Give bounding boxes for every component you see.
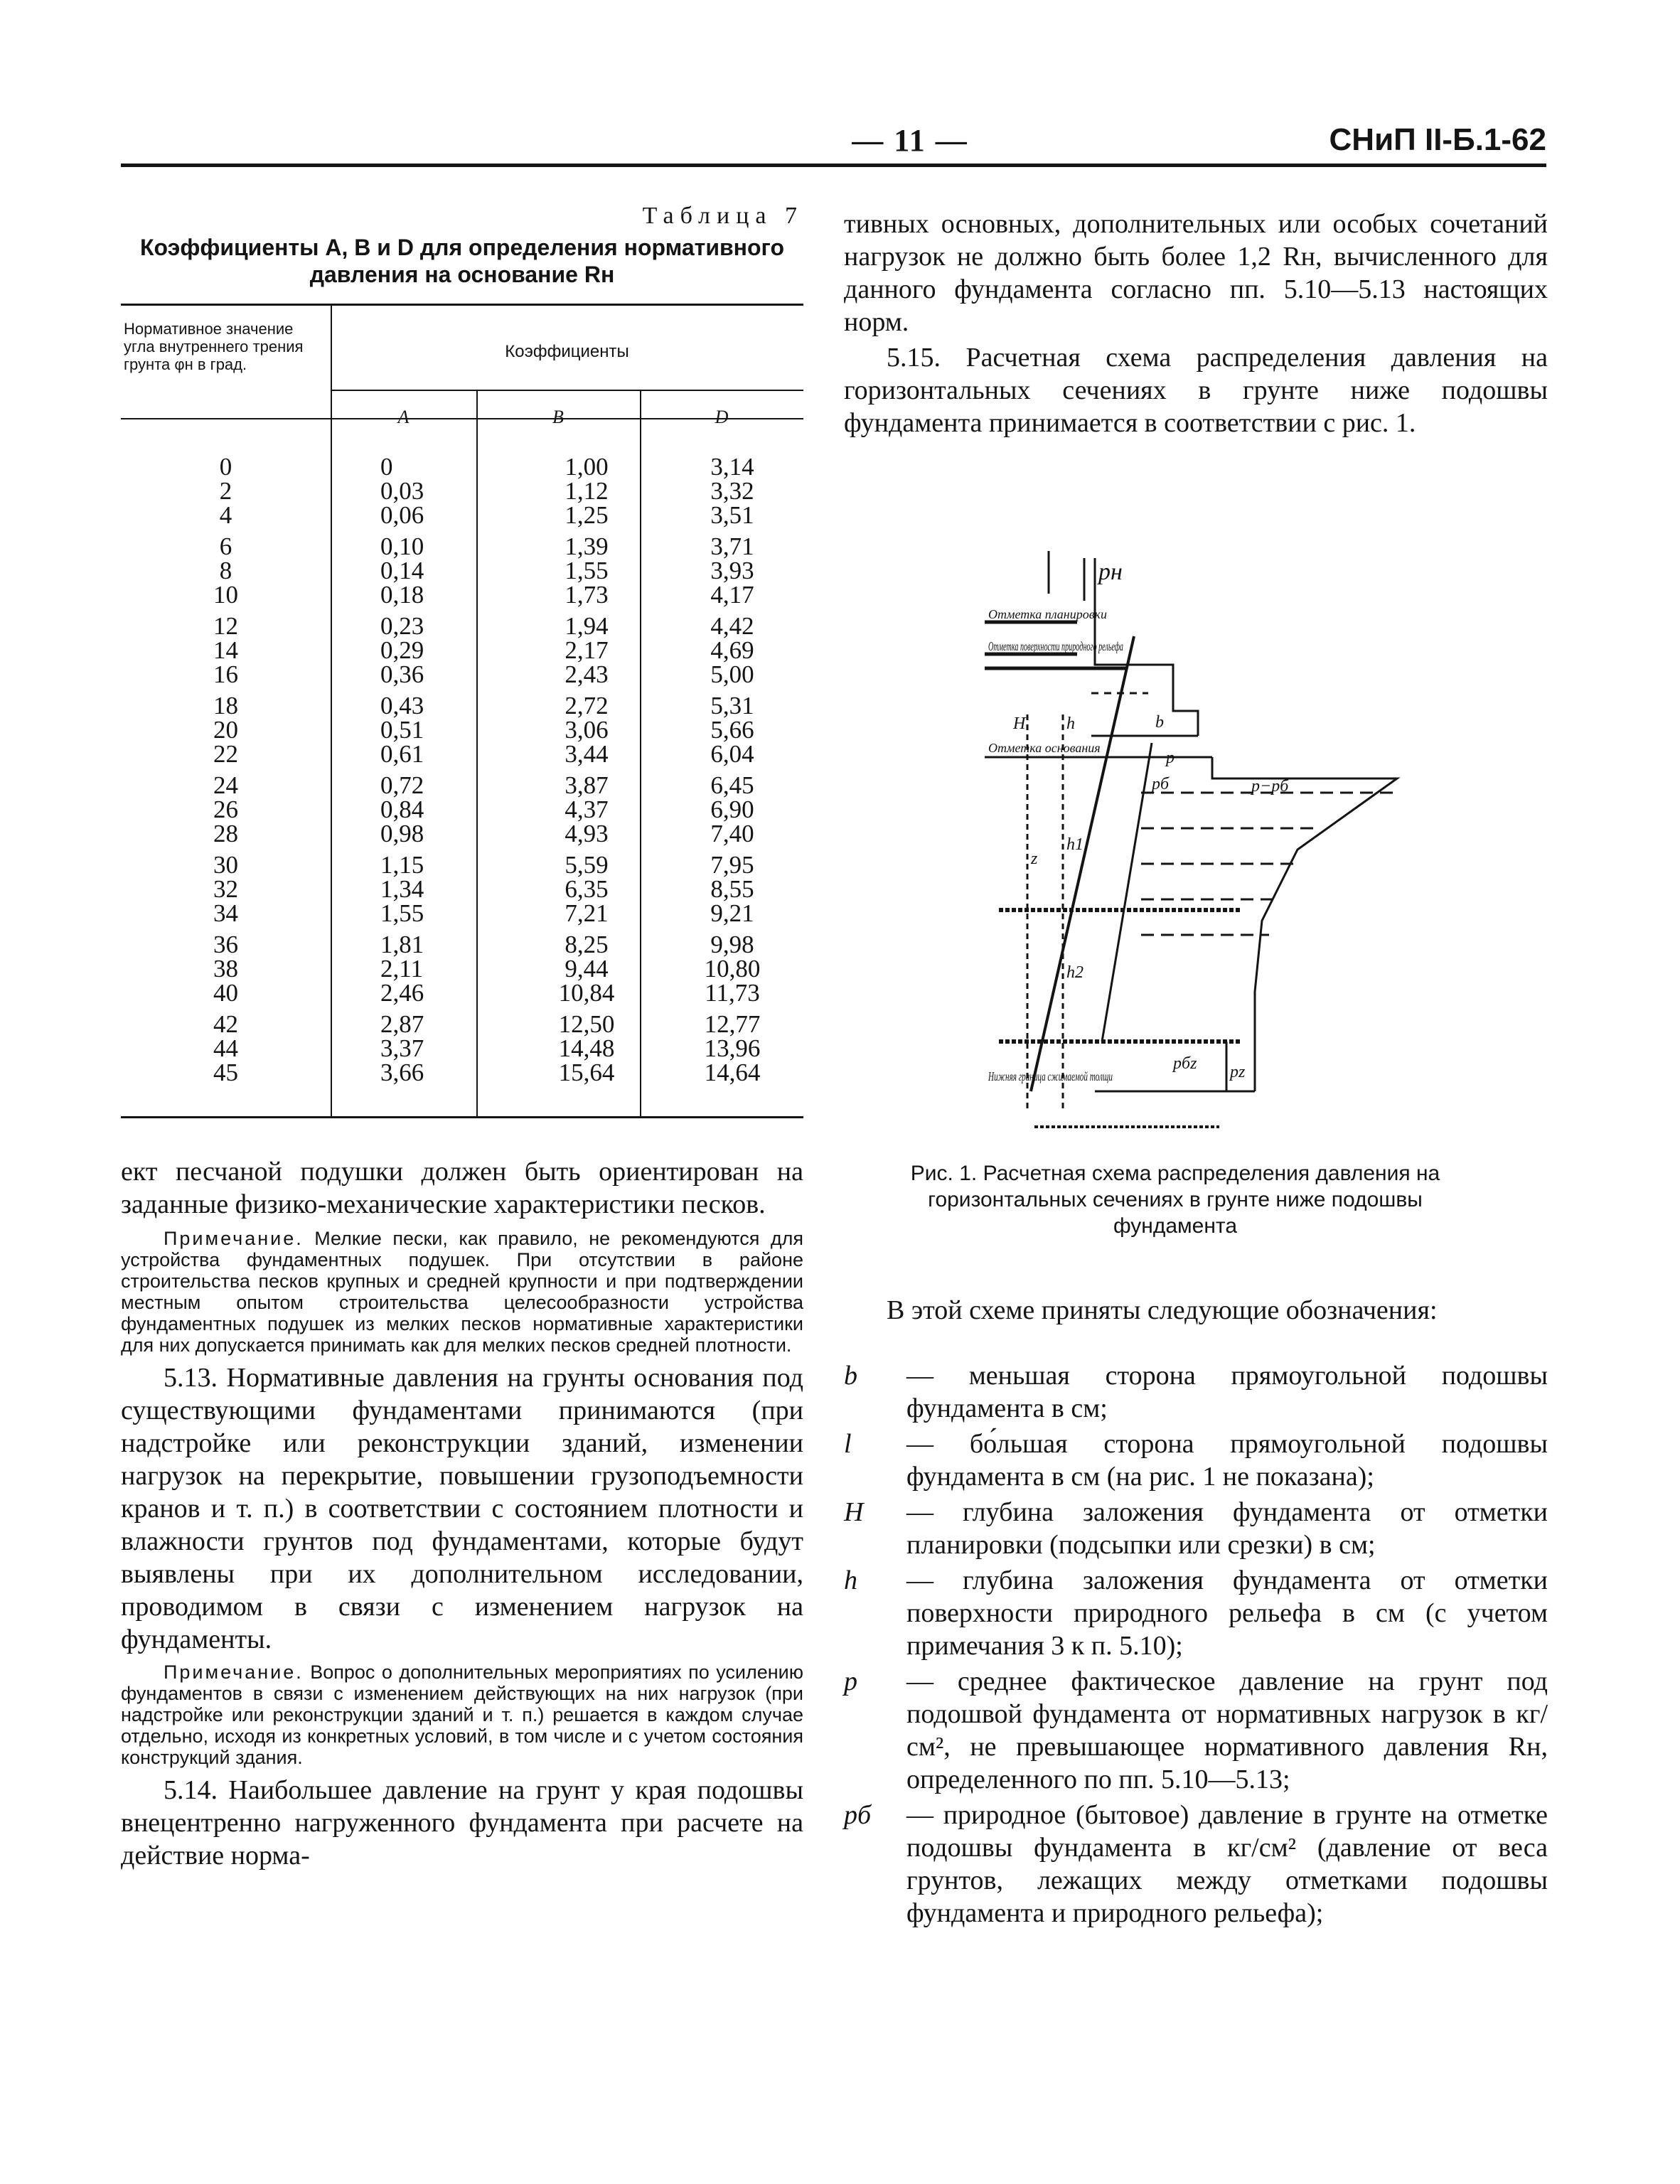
label-level-plan: Отметка планировки xyxy=(988,607,1107,621)
table-cell-a: 0,18 xyxy=(380,581,424,609)
right-column xyxy=(844,208,1548,439)
table-label: Таблица 7 xyxy=(642,203,803,229)
symbol-entry xyxy=(844,1564,1548,1662)
note-2-text: Вопрос о дополнительных мероприятиях по усилению фундаментов в связи с изменением действующих на них нагрузок (при надстройке или реконструкции зданий и т. п.) решается в каждом случае отдельно, исходя из конкретных условий, в том числе и с учетом состояния конструкций здания. xyxy=(121,1661,803,1768)
label-pn: pн xyxy=(1098,559,1123,585)
table-cell-b: 1,00 xyxy=(565,453,609,481)
table-row-group xyxy=(661,853,803,926)
table-cell-d: 8,55 xyxy=(710,875,754,903)
table-row-group xyxy=(519,933,654,1005)
table-cell-d: 7,95 xyxy=(710,851,754,879)
table-cell-a: 1,81 xyxy=(380,931,424,958)
symbol-letter: b xyxy=(844,1361,857,1391)
header-phi: Нормативное значение угла внутреннего трения грунта φн в град. xyxy=(124,320,304,373)
table-cell-a: 0,23 xyxy=(380,612,424,640)
table-cell-phi: 36 xyxy=(213,931,238,958)
table-cell-d: 3,32 xyxy=(710,477,754,505)
table-cell-d: 5,66 xyxy=(710,716,754,744)
bytovoe-line xyxy=(1031,636,1134,1091)
table-row-group xyxy=(121,532,331,609)
table-cell-d: 12,77 xyxy=(704,1010,761,1038)
table-cell-d: 3,14 xyxy=(710,453,754,481)
table-cell-phi: 8 xyxy=(219,557,232,584)
table-cell-b: 1,39 xyxy=(565,532,609,560)
label-level-base: Отметка основания xyxy=(988,741,1101,755)
table-cell-b: 10,84 xyxy=(558,979,615,1007)
table-cell-b: 2,17 xyxy=(565,636,609,664)
table-cell-a: 1,55 xyxy=(380,899,424,927)
note-1 xyxy=(121,1228,803,1356)
table-cell-phi: 20 xyxy=(213,716,238,744)
table-cell-a: 0 xyxy=(380,453,393,481)
table-row-group xyxy=(519,853,654,926)
symbol-entry xyxy=(844,1665,1548,1796)
table-cell-phi: 22 xyxy=(213,740,238,768)
paragraph-5-15: 5.15. Расчетная схема распределения давления на горизонтальных сечениях в грунте ниже подошвы фундамента принимается в соответствии с рис. 1. xyxy=(844,343,1548,438)
table-cell-b: 4,93 xyxy=(565,820,609,847)
symbol-letter: H xyxy=(844,1497,864,1527)
table-row-group xyxy=(380,614,501,687)
symbol-letter: pб xyxy=(844,1800,872,1830)
table-cell-d: 9,98 xyxy=(710,931,754,958)
table-row-group xyxy=(380,853,501,926)
header-coefficients: Коэффициенты xyxy=(505,342,629,361)
column-d xyxy=(661,455,803,1092)
table-cell-d: 4,69 xyxy=(710,636,754,664)
header-d: D xyxy=(715,407,729,427)
symbol-letter: p xyxy=(844,1666,857,1696)
label-pb: pб xyxy=(1152,775,1170,793)
table-row-group xyxy=(380,694,501,766)
table-cell-a: 0,98 xyxy=(380,820,424,847)
symbol-entry xyxy=(844,1799,1548,1929)
paragraph-continuation: тивных основных, дополнительных или особых сочетаний нагрузок не должно быть более 1,2 Rн, вычисленного для данного фундамента согласно пп. 5.10—5.13 настоящих норм. xyxy=(844,209,1548,337)
table-cell-d: 10,80 xyxy=(704,955,761,983)
table-cell-a: 0,51 xyxy=(380,716,424,744)
symbol-definition: — среднее фактическое давление на грунт под подошвой фундамента от нормативных нагрузок в кг/см², не превышающее нормативного давления Rн, определенного по пп. 5.10—5.13; xyxy=(906,1666,1548,1794)
table-cell-d: 11,73 xyxy=(705,979,760,1007)
table-caption-line2: давления на основание Rн xyxy=(309,262,615,287)
left-column xyxy=(121,203,803,1118)
paragraph-5-13: 5.13. Нормативные давления на грунты основания под существующими фундаментами принимаются (при надстройке или реконструкции зданий, изменении нагрузок на перекрытие, повышении грузоподъемности кранов и т. п.) в соответствии с состоянием плотности и влажности грунтов под фундаментами, которые будут выявлены при их дополнительном исследовании, проводимом в связи с изменением нагрузок на фундаменты. xyxy=(121,1363,803,1654)
table-row-group xyxy=(661,532,803,609)
table-cell-b: 9,44 xyxy=(565,955,609,983)
table-cell-d: 3,71 xyxy=(710,532,754,560)
label-pbz: pбz xyxy=(1173,1054,1197,1073)
table-cell-phi: 6 xyxy=(219,532,232,560)
table-cell-b: 8,25 xyxy=(565,931,609,958)
table-row-group xyxy=(121,455,331,528)
table-row-group xyxy=(380,455,501,528)
symbol-letter: h xyxy=(844,1565,857,1595)
table-cell-a: 0,10 xyxy=(380,532,424,560)
table-cell-a: 0,03 xyxy=(380,477,424,505)
symbol-entry xyxy=(844,1496,1548,1561)
table-cell-a: 0,06 xyxy=(380,501,424,529)
table-cell-d: 14,64 xyxy=(704,1059,761,1086)
left-text xyxy=(121,1155,803,1872)
table-cell-b: 1,12 xyxy=(565,477,609,505)
table-cell-phi: 40 xyxy=(213,979,238,1007)
table-cell-b: 2,43 xyxy=(565,660,609,688)
document-code: СНиП II-Б.1-62 xyxy=(1329,122,1546,157)
table-cell-a: 1,15 xyxy=(380,851,424,879)
table-cell-a: 0,14 xyxy=(380,557,424,584)
column-a xyxy=(380,455,501,1092)
label-p-minus-pb: p−pб xyxy=(1251,777,1289,796)
table-row-group xyxy=(121,614,331,687)
coefficients-table xyxy=(121,304,803,1118)
table-cell-b: 3,87 xyxy=(565,771,609,799)
header-b: B xyxy=(552,407,564,427)
table-cell-b: 3,44 xyxy=(565,740,609,768)
paragraph-5-14: 5.14. Наибольшее давление на грунт у края подошвы внецентренно нагруженного фундамента при расчете на действие норма- xyxy=(121,1775,803,1870)
table-row-group xyxy=(519,771,654,847)
table-cell-a: 0,43 xyxy=(380,692,424,719)
table-row-group xyxy=(661,455,803,528)
table-cell-a: 3,37 xyxy=(380,1034,424,1062)
page-number: — 11 — xyxy=(852,123,968,158)
symbols-list xyxy=(844,1359,1548,1932)
label-h: h xyxy=(1066,714,1075,733)
table-cell-phi: 18 xyxy=(213,692,238,719)
symbol-letter: l xyxy=(844,1429,852,1459)
table-cell-b: 12,50 xyxy=(558,1010,615,1038)
table-cell-b: 7,21 xyxy=(565,899,609,927)
label-H: H xyxy=(1013,714,1026,733)
table-cell-a: 0,84 xyxy=(380,796,424,823)
note-2-label: Примечание. xyxy=(164,1661,304,1683)
symbol-definition: — бо́льшая сторона прямоугольной подошвы фундамента в см (на рис. 1 не показана); xyxy=(906,1429,1548,1492)
table-cell-d: 4,42 xyxy=(710,612,754,640)
table-cell-d: 5,31 xyxy=(710,692,754,719)
table-cell-phi: 14 xyxy=(213,636,238,664)
table-row-group xyxy=(661,771,803,847)
table-cell-phi: 16 xyxy=(213,660,238,688)
table-cell-d: 5,00 xyxy=(710,660,754,688)
label-pz: pz xyxy=(1230,1063,1246,1081)
label-z: z xyxy=(1031,850,1038,868)
table-cell-phi: 0 xyxy=(219,453,232,481)
symbol-entry xyxy=(844,1428,1548,1493)
table-cell-phi: 30 xyxy=(213,851,238,879)
table-cell-phi: 12 xyxy=(213,612,238,640)
symbol-definition: — меньшая сторона прямоугольной подошвы фундамента в см; xyxy=(906,1361,1548,1423)
table-row-group xyxy=(661,694,803,766)
symbol-definition: — природное (бытовое) давление в грунте на отметке подошвы фундамента в кг/см² (давление от веса грунтов, лежащих между отметками подошвы фундамента и природного рельефа); xyxy=(906,1800,1548,1928)
table-row-group xyxy=(380,933,501,1005)
table-cell-phi: 24 xyxy=(213,771,238,799)
paragraph-cushion: ект песчаной подушки должен быть ориентирован на заданные физико-механические характеристики песков. xyxy=(121,1157,803,1219)
label-lower-boundary: Нижняя граница сжимаемой толщи xyxy=(988,1069,1113,1083)
table-rule xyxy=(331,390,803,391)
table-cell-phi: 34 xyxy=(213,899,238,927)
table-cell-d: 4,17 xyxy=(710,581,754,609)
table-cell-b: 6,35 xyxy=(565,875,609,903)
table-cell-a: 3,66 xyxy=(380,1059,424,1086)
label-h2: h2 xyxy=(1066,963,1084,982)
table-row-group xyxy=(121,1012,331,1085)
table-row-group xyxy=(661,933,803,1005)
table-cell-a: 1,34 xyxy=(380,875,424,903)
table-cell-phi: 26 xyxy=(213,796,238,823)
table-cell-phi: 32 xyxy=(213,875,238,903)
label-b: b xyxy=(1155,713,1164,732)
table-caption xyxy=(121,234,803,288)
table-cell-d: 3,93 xyxy=(710,557,754,584)
table-cell-d: 6,90 xyxy=(710,796,754,823)
table-cell-a: 0,61 xyxy=(380,740,424,768)
table-cell-b: 4,37 xyxy=(565,796,609,823)
table-cell-phi: 42 xyxy=(213,1010,238,1038)
table-row-group xyxy=(519,694,654,766)
symbols-intro-text: В этой схеме приняты следующие обозначения: xyxy=(887,1295,1438,1325)
table-cell-d: 6,04 xyxy=(710,740,754,768)
symbol-definition: — глубина заложения фундамента от отметки планировки (подсыпки или срезки) в см; xyxy=(906,1497,1548,1560)
symbols-intro xyxy=(844,1294,1548,1327)
table-cell-d: 6,45 xyxy=(710,771,754,799)
figure-pressure-scheme xyxy=(985,551,1411,1134)
label-p: p xyxy=(1166,749,1175,767)
table-cell-a: 0,36 xyxy=(380,660,424,688)
table-cell-a: 0,29 xyxy=(380,636,424,664)
header-a: A xyxy=(397,407,410,427)
table-cell-b: 1,55 xyxy=(565,557,609,584)
label-h1: h1 xyxy=(1066,835,1084,854)
table-cell-b: 3,06 xyxy=(565,716,609,744)
column-phi xyxy=(121,455,331,1092)
header-rule xyxy=(121,164,1546,167)
table-cell-d: 3,51 xyxy=(710,501,754,529)
table-cell-b: 1,94 xyxy=(565,612,609,640)
table-row-group xyxy=(380,532,501,609)
table-row-group xyxy=(380,771,501,847)
table-cell-phi: 44 xyxy=(213,1034,238,1062)
page-header xyxy=(121,122,1546,165)
table-row-group xyxy=(121,771,331,847)
column-b xyxy=(519,455,654,1092)
table-cell-b: 1,73 xyxy=(565,581,609,609)
figure-caption: Рис. 1. Расчетная схема распределения давления на горизонтальных сечениях в грунте ниже подошвы фундамента xyxy=(910,1162,1440,1238)
table-cell-d: 9,21 xyxy=(710,899,754,927)
table-row-group xyxy=(121,694,331,766)
table-cell-a: 2,46 xyxy=(380,979,424,1007)
table-cell-b: 1,25 xyxy=(565,501,609,529)
note-1-label: Примечание. xyxy=(164,1228,304,1249)
table-row-group xyxy=(121,853,331,926)
table-cell-phi: 38 xyxy=(213,955,238,983)
table-row-group xyxy=(519,614,654,687)
table-row-group xyxy=(380,1012,501,1085)
table-cell-b: 2,72 xyxy=(565,692,609,719)
table-cell-phi: 10 xyxy=(213,581,238,609)
table-row-group xyxy=(519,532,654,609)
table-cell-phi: 28 xyxy=(213,820,238,847)
symbol-entry xyxy=(844,1359,1548,1425)
table-cell-a: 2,87 xyxy=(380,1010,424,1038)
note-2 xyxy=(121,1661,803,1768)
table-cell-phi: 2 xyxy=(219,477,232,505)
table-cell-a: 2,11 xyxy=(380,955,423,983)
table-cell-b: 5,59 xyxy=(565,851,609,879)
table-row-group xyxy=(519,455,654,528)
table-cell-a: 0,72 xyxy=(380,771,424,799)
table-row-group xyxy=(121,933,331,1005)
table-row-group xyxy=(519,1012,654,1085)
table-caption-line1: Коэффициенты A, B и D для определения нормативного xyxy=(140,235,784,260)
table-row-group xyxy=(661,614,803,687)
table-cell-b: 15,64 xyxy=(558,1059,615,1086)
note-1-text: Мелкие пески, как правило, не рекомендуются для устройства фундаментных подушек. При отсутствии в районе строительства песков крупных и средней крупности и при подтверждении местным опытом строительства целесообразности устройства фундаментных подушек из мелких песков нормативные характеристики для них допускается принимать как для мелких песков средней плотности. xyxy=(121,1228,803,1356)
table-cell-phi: 4 xyxy=(219,501,232,529)
table-cell-d: 13,96 xyxy=(704,1034,761,1062)
label-level-surface: Отметка поверхности природного рельефа xyxy=(988,639,1123,653)
table-cell-b: 14,48 xyxy=(558,1034,615,1062)
table-cell-d: 7,40 xyxy=(710,820,754,847)
table-row-group xyxy=(661,1012,803,1085)
symbol-definition: — глубина заложения фундамента от отметки поверхности природного рельефа в см (с учетом примечания 3 к п. 5.10); xyxy=(906,1565,1548,1661)
table-cell-phi: 45 xyxy=(213,1059,238,1086)
